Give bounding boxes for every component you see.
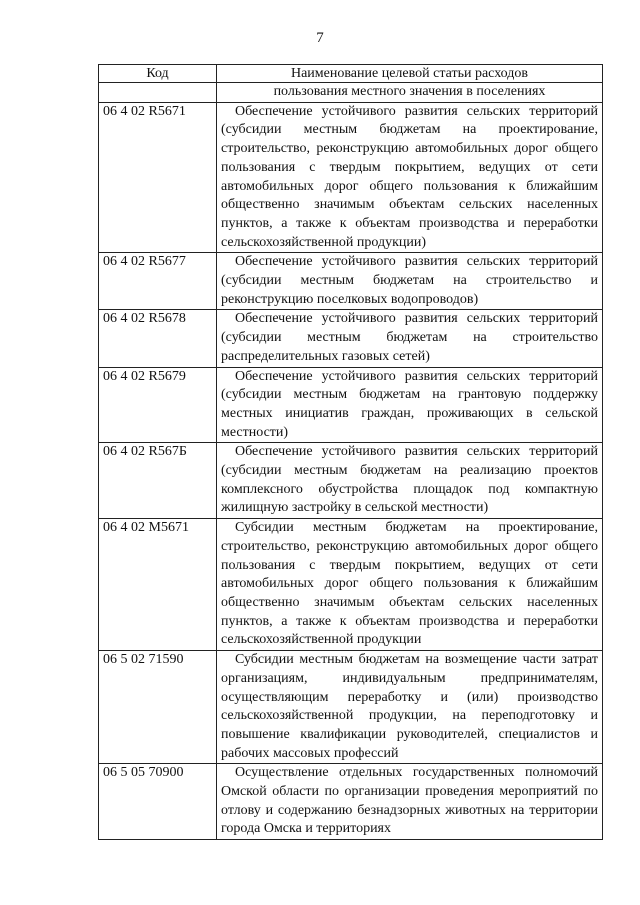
table-header-row bbox=[99, 65, 603, 83]
row-name-text: Обеспечение устойчивого развития сельских территорий (субсидии местным бюджетам на грантовую поддержку местных инициатив граждан, проживающих в сельской местности) bbox=[221, 368, 598, 440]
row-name-text: Обеспечение устойчивого развития сельских территорий (субсидии местным бюджетам на проектирование, строительство, реконструкцию автомобильных дорог общего пользования с твердым покрытием, ведущих от сети автомобильных дорог общего пользования к ближайшим общественно значимым объектам сельских населенных пунктов, а также к объектам производства и переработки сельскохозяйственной продукции) bbox=[221, 103, 598, 250]
row-name bbox=[217, 519, 603, 651]
table-row bbox=[99, 102, 603, 253]
table-row bbox=[99, 651, 603, 764]
header-code: Код bbox=[99, 65, 217, 83]
row-name-text: Обеспечение устойчивого развития сельских территорий (субсидии местным бюджетам на строительство и реконструкцию поселковых водопроводов) bbox=[221, 254, 598, 307]
table-row bbox=[99, 443, 603, 519]
table-row bbox=[99, 253, 603, 310]
row-code: 06 5 02 71590 bbox=[99, 651, 217, 764]
row-name bbox=[217, 367, 603, 443]
row-name-text: Субсидии местным бюджетам на возмещение части затрат организациям, индивидуальным предпринимателям, осуществляющим переработку и (или) производство сельскохозяйственной продукции, на переподготовку и повышение квалификации руководителей, специалистов и рабочих массовых профессий bbox=[221, 652, 598, 761]
row-name-text: Осуществление отдельных государственных полномочий Омской области по организации проведения мероприятий по отлову и содержанию безнадзорных животных на территории города Омска и территориях bbox=[221, 765, 598, 837]
row-code: 06 4 02 R5679 bbox=[99, 367, 217, 443]
row-name bbox=[217, 102, 603, 253]
row-name bbox=[217, 764, 603, 840]
row-code: 06 5 05 70900 bbox=[99, 764, 217, 840]
table-row bbox=[99, 519, 603, 651]
row-name bbox=[217, 310, 603, 367]
continuation-text: пользования местного значения в поселениях bbox=[217, 83, 603, 103]
row-name bbox=[217, 651, 603, 764]
row-code: 06 4 02 R567Б bbox=[99, 443, 217, 519]
row-code: 06 4 02 R5678 bbox=[99, 310, 217, 367]
row-name bbox=[217, 253, 603, 310]
header-name: Наименование целевой статьи расходов bbox=[217, 65, 603, 83]
row-code: 06 4 02 M5671 bbox=[99, 519, 217, 651]
row-code: 06 4 02 R5677 bbox=[99, 253, 217, 310]
table-row bbox=[99, 310, 603, 367]
row-name bbox=[217, 443, 603, 519]
table-row bbox=[99, 367, 603, 443]
row-name-text: Обеспечение устойчивого развития сельских территорий (субсидии местным бюджетам на реализацию проектов комплексного обустройства площадок под компактную жилищную застройку в сельской местности) bbox=[221, 444, 598, 516]
budget-classification-table bbox=[98, 64, 603, 840]
row-name-text: Субсидии местным бюджетам на проектирование, строительство, реконструкцию автомобильных дорог общего пользования с твердым покрытием, ведущих от сети автомобильных дорог общего пользования к ближайшим общественно значимым объектам сельских населенных пунктов, а также к объектам производства и переработки сельскохозяйственной продукции bbox=[221, 520, 598, 648]
continuation-code-cell bbox=[99, 83, 217, 103]
page-number: 7 bbox=[316, 30, 324, 46]
table-row bbox=[99, 764, 603, 840]
row-name-text: Обеспечение устойчивого развития сельских территорий (субсидии местным бюджетам на строительство распределительных газовых сетей) bbox=[221, 311, 598, 364]
continuation-row bbox=[99, 83, 603, 103]
row-code: 06 4 02 R5671 bbox=[99, 102, 217, 253]
